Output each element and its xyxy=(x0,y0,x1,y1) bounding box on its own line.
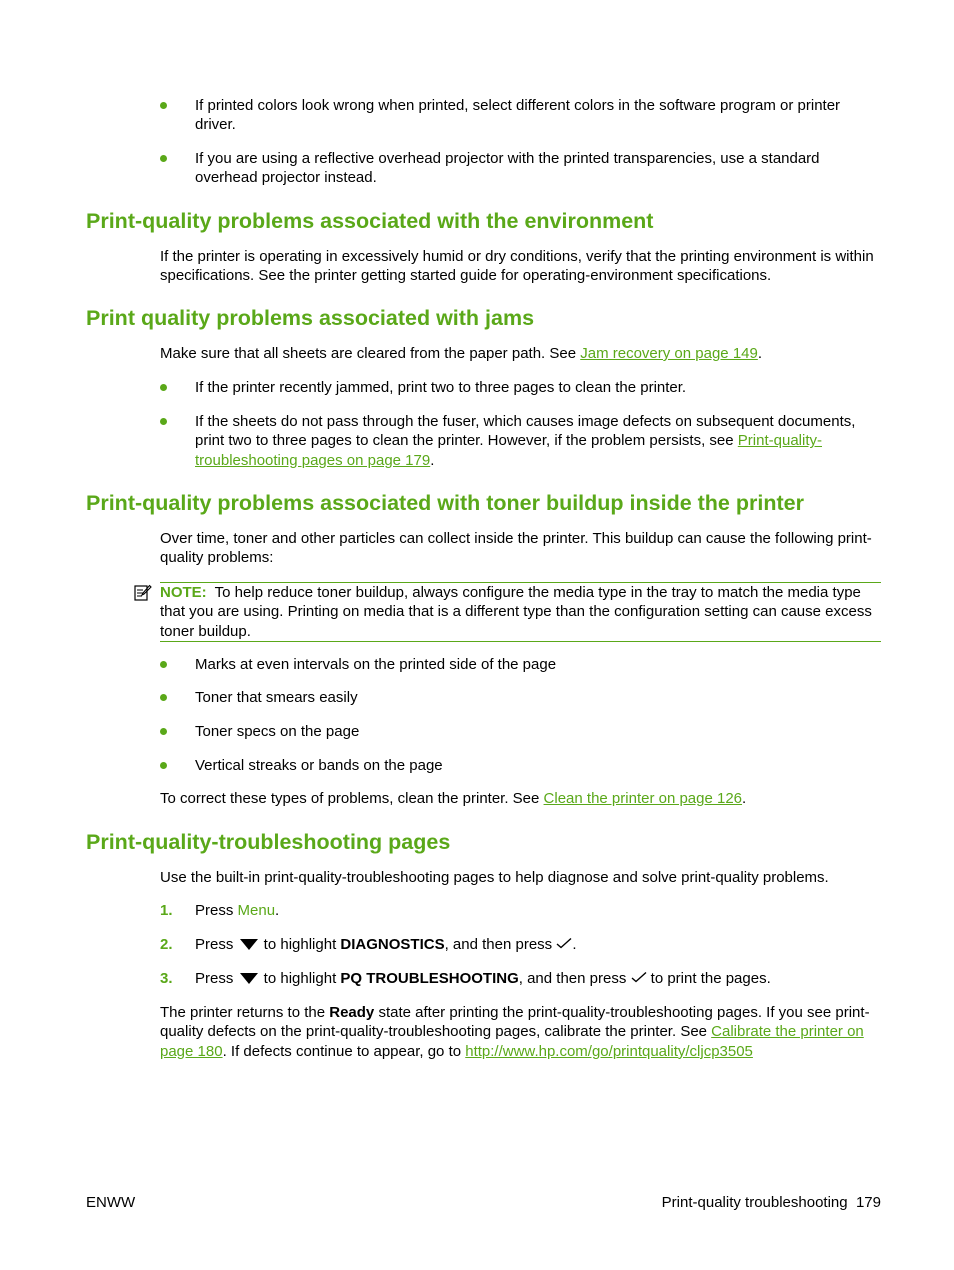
step-number: 1. xyxy=(160,902,173,919)
link-pq-pages[interactable]: Print-quality-troubleshooting pages on page 179 xyxy=(195,432,822,469)
text: , and then press xyxy=(518,970,631,987)
text: . xyxy=(572,936,577,953)
down-arrow-icon xyxy=(240,973,258,984)
text: Make sure that all sheets are cleared from the paper path. See xyxy=(160,345,581,362)
paragraph-toner-intro: Over time, toner and other particles can collect inside the printer. This buildup can cause the following print-quality problems: xyxy=(160,530,872,567)
bullet-text: If the printer recently jammed, print two to three pages to clean the printer. xyxy=(195,379,687,396)
heading-pq-pages: Print-quality-troubleshooting pages xyxy=(86,830,451,854)
paragraph-toner-outro xyxy=(160,789,881,808)
bullet-text: Vertical streaks or bands on the page xyxy=(195,757,443,774)
text: Press xyxy=(195,970,238,987)
bullet-text: If printed colors look wrong when printed, select different colors in the software program or printer driver. xyxy=(195,97,841,134)
bullet-dot xyxy=(160,418,167,425)
footer-left: ENWW xyxy=(86,1194,136,1211)
text: If the sheets do not pass through the fuser, which causes image defects on subsequent documents, print two to three pages to clean the printer. However, if the problem persists, see xyxy=(195,413,856,450)
menu-button-label: Menu xyxy=(237,902,276,919)
link-jam-recovery[interactable]: Jam recovery on page 149 xyxy=(580,345,758,362)
text: to print the pages. xyxy=(646,970,771,987)
link-hp-url[interactable]: http://www.hp.com/go/printquality/cljcp3505 xyxy=(465,1042,753,1060)
bullet-dot xyxy=(160,728,167,735)
bullet-dot xyxy=(160,694,167,701)
text: to highlight xyxy=(259,970,341,987)
checkmark-icon xyxy=(556,937,572,949)
text: state after printing the print-quality-troubleshooting pages. If you see print-quality defects on the print-quality-troubleshooting pages, calibrate the printer. See xyxy=(160,1004,870,1041)
link-calibrate[interactable]: Calibrate the printer on page 180 xyxy=(160,1023,864,1060)
text: Press xyxy=(195,902,238,919)
bullet-text: Toner specs on the page xyxy=(195,723,360,740)
paragraph-pq-outro xyxy=(160,1003,881,1061)
step-number: 3. xyxy=(160,970,173,987)
paragraph-jams-intro xyxy=(160,344,881,363)
menu-item-name: DIAGNOSTICS xyxy=(340,936,445,953)
bullet-text xyxy=(195,412,881,470)
text: . xyxy=(430,451,435,469)
step-number: 2. xyxy=(160,936,173,953)
paragraph-pq-intro: Use the built-in print-quality-troubleshooting pages to help diagnose and solve print-quality problems. xyxy=(160,869,829,886)
menu-item-name: PQ TROUBLESHOOTING xyxy=(340,970,519,987)
text: The printer returns to the xyxy=(160,1004,330,1021)
footer-section: Print-quality troubleshooting xyxy=(661,1194,848,1211)
checkmark-icon xyxy=(631,971,647,983)
bullet-dot xyxy=(160,661,167,668)
page-number: 179 xyxy=(855,1194,881,1211)
bullet-text: Toner that smears easily xyxy=(195,689,358,706)
link-clean-printer[interactable]: Clean the printer on page 126 xyxy=(543,790,743,807)
footer-right xyxy=(662,1193,881,1212)
note-icon xyxy=(134,584,152,602)
heading-environment: Print-quality problems associated with the environment xyxy=(86,209,654,233)
bullet-dot xyxy=(160,102,167,109)
text: . If defects continue to appear, go to xyxy=(222,1042,466,1060)
note-text xyxy=(160,583,881,641)
bullet-text: Marks at even intervals on the printed side of the page xyxy=(195,656,557,673)
heading-jams: Print quality problems associated with jams xyxy=(86,306,535,330)
text: , and then press xyxy=(444,936,557,953)
text: To correct these types of problems, clean the printer. See xyxy=(160,790,544,807)
text: . xyxy=(757,345,763,362)
down-arrow-icon xyxy=(240,939,258,950)
bullet-text: If you are using a reflective overhead projector with the printed transparencies, use a standard overhead projector instead. xyxy=(195,150,820,187)
text: . xyxy=(742,790,747,807)
step-text xyxy=(195,935,577,954)
step-text xyxy=(195,969,771,988)
step-text xyxy=(195,901,279,920)
text: to highlight xyxy=(259,936,341,953)
text: . xyxy=(275,902,280,919)
paragraph-environment: If the printer is operating in excessively humid or dry conditions, verify that the printing environment is within specifications. See the printer getting started guide for operating-environment specifications. xyxy=(160,248,874,285)
bullet-dot xyxy=(160,762,167,769)
text: Press xyxy=(195,936,238,953)
bullet-dot xyxy=(160,155,167,162)
heading-toner: Print-quality problems associated with toner buildup inside the printer xyxy=(86,491,804,515)
bullet-dot xyxy=(160,384,167,391)
note-box xyxy=(160,582,881,642)
note-label: NOTE: xyxy=(160,584,207,601)
text: To help reduce toner buildup, always configure the media type in the tray to match the media type that you are using. Printing on media that is a different type than the configuration setting can cause excess toner buildup. xyxy=(160,584,872,640)
ready-state: Ready xyxy=(329,1004,375,1021)
